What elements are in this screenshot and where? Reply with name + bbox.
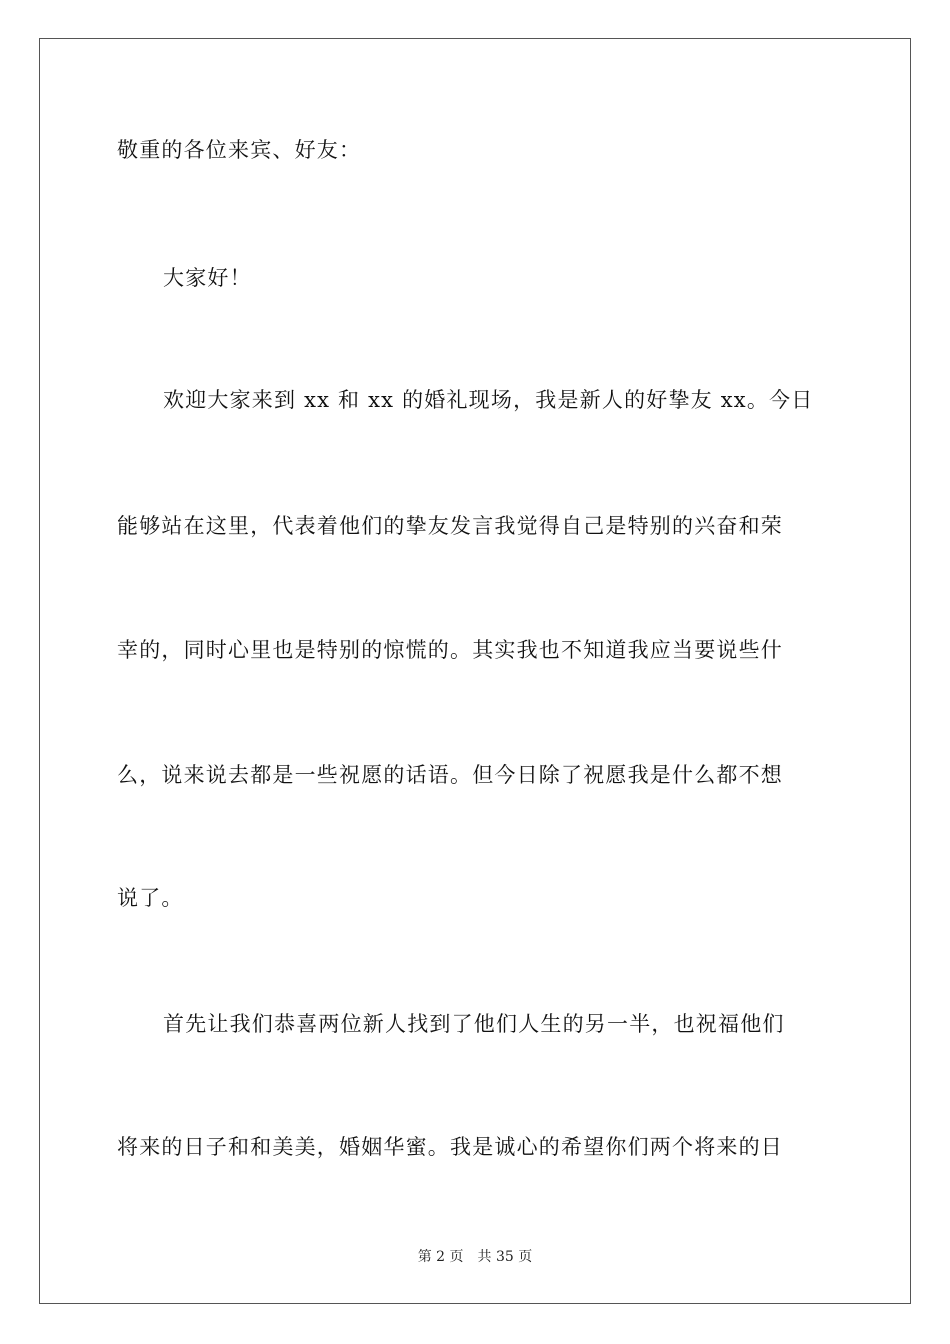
- paragraph-line: 说了。: [117, 886, 184, 910]
- paragraph-line: 能够站在这里，代表着他们的挚友发言我觉得自己是特别的兴奋和荣: [117, 514, 783, 538]
- page-number: 第 2 页: [417, 1249, 464, 1265]
- page-total: 共 35 页: [477, 1249, 533, 1265]
- page-footer: [0, 1248, 950, 1266]
- paragraph-line: 首先让我们恭喜两位新人找到了他们人生的另一半，也祝福他们: [163, 1012, 785, 1036]
- salutation-line: 敬重的各位来宾、好友：: [117, 138, 362, 162]
- paragraph-line: 欢迎大家来到 xx 和 xx 的婚礼现场，我是新人的好挚友 xx。今日: [163, 388, 814, 412]
- greeting-line: 大家好！: [163, 266, 252, 290]
- paragraph-line: 幸的，同时心里也是特别的惊慌的。其实我也不知道我应当要说些什: [117, 638, 783, 662]
- paragraph-line: 将来的日子和和美美，婚姻华蜜。我是诚心的希望你们两个将来的日: [117, 1135, 783, 1159]
- paragraph-line: 么，说来说去都是一些祝愿的话语。但今日除了祝愿我是什么都不想: [117, 763, 783, 787]
- page-border: [39, 38, 911, 1304]
